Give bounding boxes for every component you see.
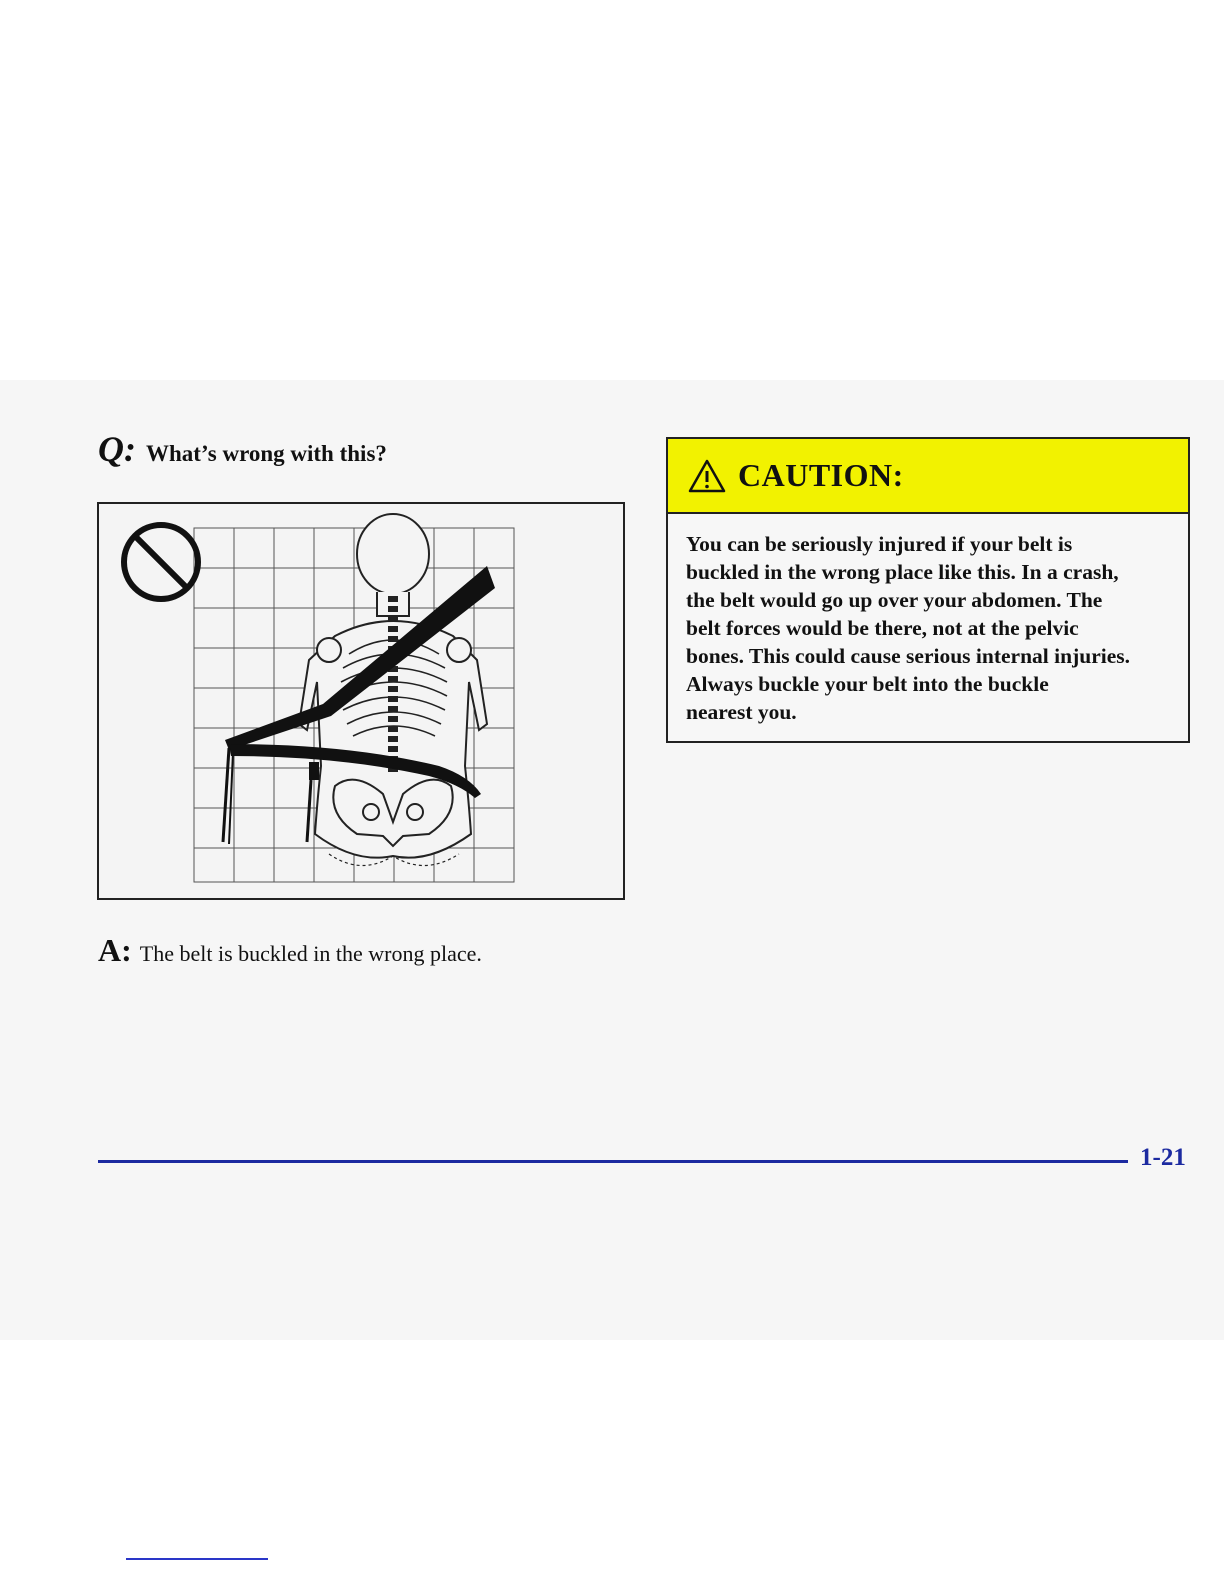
caution-line: bones. This could cause serious internal injuries.	[686, 644, 1130, 668]
answer	[98, 932, 482, 969]
prohibition-icon	[124, 525, 198, 599]
question-text: What’s wrong with this?	[146, 441, 387, 466]
page-number: 1-21	[1140, 1144, 1186, 1171]
answer-text: The belt is buckled in the wrong place.	[139, 941, 482, 966]
caution-title: CAUTION:	[738, 457, 904, 493]
answer-marker: A:	[98, 932, 132, 968]
skeleton-illustration	[299, 514, 487, 866]
caution-line: Always buckle your belt into the buckle	[686, 672, 1049, 696]
caution-header	[668, 439, 1188, 514]
question	[98, 428, 387, 470]
caution-line: belt forces would be there, not at the pelvic	[686, 616, 1079, 640]
seat-belt-figure	[97, 502, 625, 900]
bottom-link-underline	[126, 1558, 268, 1560]
caution-text	[668, 514, 1188, 726]
caution-box	[666, 437, 1190, 743]
caution-line: buckled in the wrong place like this. In a crash,	[686, 560, 1119, 584]
warning-triangle-icon	[688, 459, 726, 493]
footer-rule	[98, 1160, 1128, 1163]
figure-illustration	[99, 504, 623, 898]
question-marker: Q:	[98, 429, 136, 469]
caution-line: You can be seriously injured if your belt is	[686, 532, 1073, 556]
caution-line: nearest you.	[686, 700, 797, 724]
caution-line: the belt would go up over your abdomen. The	[686, 588, 1103, 612]
